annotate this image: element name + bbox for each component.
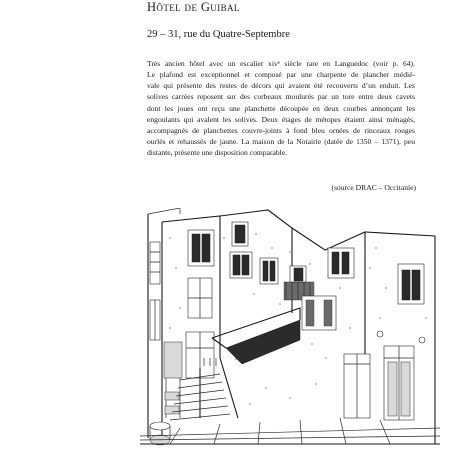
body-line: accompagnés de planchettes couvre-joints à fond bleu ornées de rinceaux rouges	[147, 125, 415, 135]
page-title: Hôtel de Guibal	[147, 0, 240, 14]
body-line: Le plafond est exceptionnel et composé par une charpente de plancher médié-	[147, 70, 415, 80]
body-line: solives carrées reposent sur des corbeaux moulurés par un tore entre deux cavets	[147, 92, 415, 102]
body-paragraph	[147, 58, 415, 158]
body-line: engoulants qui avalent les solives. Deux étages de métopes étaient ainsi ménagés,	[147, 114, 415, 124]
body-line: Très ancien hôtel avec un escalier xivᵉ siècle rare en Languedoc (voir p. 64).	[147, 59, 415, 68]
address-line: 29 – 31, rue du Quatre-Septembre	[147, 29, 290, 40]
source-credit: (source DRAC – Occitanie)	[331, 183, 416, 192]
body-line: vale qui présente des restes de décors qui avaient été recouverts d’un enduit. Les	[147, 81, 415, 91]
courtyard-illustration	[140, 208, 440, 450]
courtyard-sketch	[140, 208, 440, 450]
body-line: dont les joues ont reçu une planchette découpée en deux courbes annonçant les	[147, 103, 415, 113]
body-line: ourlés et rehaussés de jaune. La maison de la Notairie (datée de 1350 – 1371), peu	[147, 137, 415, 147]
body-line: distante, présente une disposition comparable.	[147, 148, 288, 158]
